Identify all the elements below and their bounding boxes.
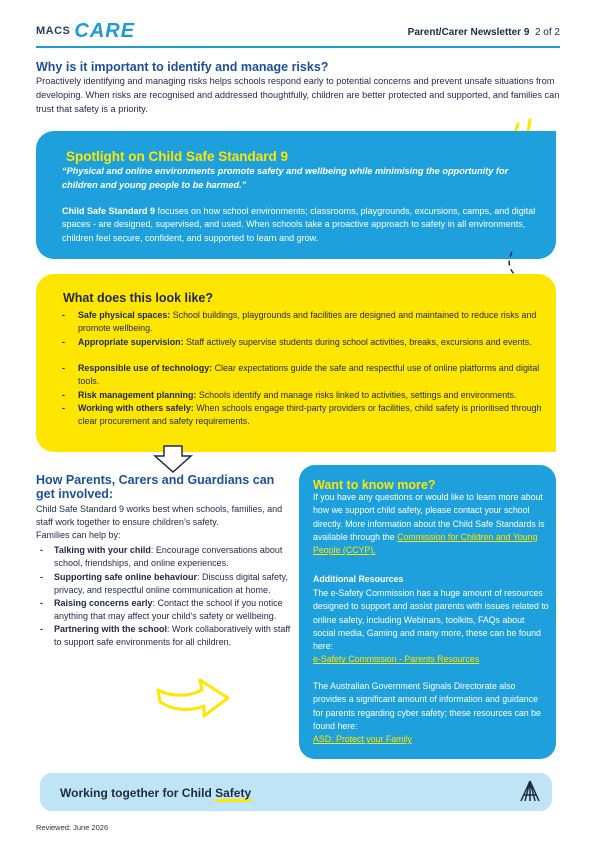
what-item-text: When schools engage third-party providers or facilities, child safety is prioritised through clear procurement and safety requirements. (78, 403, 542, 427)
macs-emblem-icon (518, 779, 542, 803)
what-item: - Safe physical spaces: School buildings, playgrounds and facilities are designed and maintained to reduce risks and promote wellbeing. (62, 310, 537, 334)
asd-paragraph (313, 680, 549, 746)
parents-item-label: Talking with your child (54, 545, 151, 555)
what-item-text: Schools identify and manage risks linked to activities, settings and environments. (196, 390, 517, 400)
macs-care-logo (36, 20, 135, 42)
want-heading: Want to know more? (313, 478, 436, 492)
footer-slogan-b: Child (181, 786, 216, 800)
down-arrow-icon (152, 444, 194, 474)
newsletter-header (408, 27, 560, 38)
parents-item: - Raising concerns early: Contact the school if you notice anything that may affect your child’s safety or wellbeing. (40, 598, 283, 621)
what-item: - Appropriate supervision: Staff actively supervise students during school activities, breaks, excursions and events. (62, 337, 532, 347)
what-item-label: Working with others safely: (78, 403, 194, 413)
logo-main: CARE (74, 19, 136, 42)
parents-item-label: Partnering with the school (54, 624, 168, 634)
spotlight-text: focuses on how school environments; classrooms, playgrounds, excursions, camps, and digital spaces - are designed, supervised, and used. When schools take a proactive approach to safety in all environments, children feel secure, confident, and supported to learn and grow. (62, 206, 536, 243)
newsletter-title: Parent/Carer Newsletter 9 (407, 27, 530, 38)
what-item-label: Safe physical spaces: (78, 310, 171, 320)
logo-prefix: MACS (36, 25, 71, 37)
header-divider (36, 46, 560, 48)
parents-item-text: : Contact the school if you notice anything that may affect your child’s safety or wellbeing. (54, 598, 283, 621)
what-item-text: School buildings, playgrounds and facilities are designed and maintained to reduce risks and promote wellbeing. (78, 310, 537, 334)
parents-item-text: : Discuss digital safety, privacy, and respectful online communication at home. (54, 572, 288, 595)
parents-heading: How Parents, Carers and Guardians can get involved: (36, 473, 275, 501)
esafety-text: The e-Safety Commission has a huge amount of resources designed to support and assist parents with issues related to online safety, including Webinars, toolkits, FAQs about social media, Gaming and many more, these can be found here: (313, 588, 549, 652)
what-item-text: Staff actively supervise students during school activities, breaks, excursions and events. (183, 337, 532, 347)
page-number: 2 of 2 (534, 27, 560, 38)
reviewed-date: Reviewed: June 2026 (36, 823, 109, 832)
parents-intro (36, 503, 286, 542)
asd-link[interactable]: ASD: Protect your Family (313, 734, 412, 745)
parents-item: - Talking with your child: Encourage conversations about school, friendships, and online experiences. (40, 545, 283, 568)
parents-item-text: : Encourage conversations about school, friendships, and online experiences. (54, 545, 283, 568)
parents-item-text: : Work collaboratively with staff to support safe environments for all children. (54, 624, 291, 647)
parents-item-label: Supporting safe online behaviour (54, 572, 198, 582)
parents-intro-text: Child Safe Standard 9 works best when schools, families, and staff work together to ensure children’s safety. (36, 504, 283, 527)
spotlight-heading: Spotlight on Child Safe Standard 9 (66, 149, 289, 164)
parents-help-text: Families can help by: (36, 530, 121, 540)
want-intro (313, 491, 549, 557)
why-heading: Why is it important to identify and manage risks? (36, 60, 329, 74)
what-item-label: Appropriate supervision: (78, 337, 184, 347)
asd-text: The Australian Government Signals Directorate also provides a significant amount of information and guidance for parents regarding cyber safety; these resources can be found here: (313, 681, 541, 731)
footer-slogan-c: Safety (215, 786, 252, 800)
what-item: - Working with others safely: When schools engage third-party providers or facilities, child safety is prioritised through clear procurement and safety requirements. (62, 403, 542, 427)
esafety-paragraph (313, 587, 549, 667)
parents-item: - Supporting safe online behaviour: Discuss digital safety, privacy, and respectful online communication at home. (40, 572, 288, 595)
what-item-label: Risk management planning: (78, 390, 197, 400)
why-paragraph: Proactively identifying and managing risks helps schools respond early to potential concerns and prevent unsafe situations from developing. When risks are recognised and addressed thoughtfully, children are better protected and supported, and families can trust that safety is a priority. (36, 76, 560, 115)
resources-heading: Additional Resources (313, 574, 404, 584)
right-arrow-icon (154, 666, 234, 726)
parents-item: - Partnering with the school: Work collaboratively with staff to support safe environments for all children. (40, 624, 291, 647)
what-item: - Responsible use of technology: Clear expectations guide the safe and respectful use of online platforms and digital tools. (62, 363, 540, 387)
footer-slogan-a: Working together for (60, 786, 182, 800)
spotlight-bold: Child Safe Standard 9 (62, 206, 156, 216)
what-heading: What does this look like? (63, 291, 214, 305)
esafety-link[interactable]: e-Safety Commission - Parents Resources (313, 654, 480, 665)
ccyp-link[interactable]: Commission for Children and Young People (CCYP). (313, 531, 538, 556)
spotlight-quote: “Physical and online environments promote safety and wellbeing while minimising the opportunity for children and young people to be harmed.” (62, 166, 509, 190)
spotlight-paragraph (62, 205, 536, 245)
want-intro-text: If you have any questions or would like to learn more about how we support child safety, please contact your school directly. More information about the Child Safe Standards is available through the (313, 492, 545, 542)
footer-slogan (60, 786, 251, 800)
what-item-text: Clear expectations guide the safe and respectful use of online platforms and digital tools. (78, 363, 540, 387)
what-item: - Risk management planning: Schools identify and manage risks linked to activities, settings and environments. (62, 390, 517, 400)
what-item-label: Responsible use of technology: (78, 363, 213, 373)
parents-item-label: Raising concerns early (54, 598, 153, 608)
